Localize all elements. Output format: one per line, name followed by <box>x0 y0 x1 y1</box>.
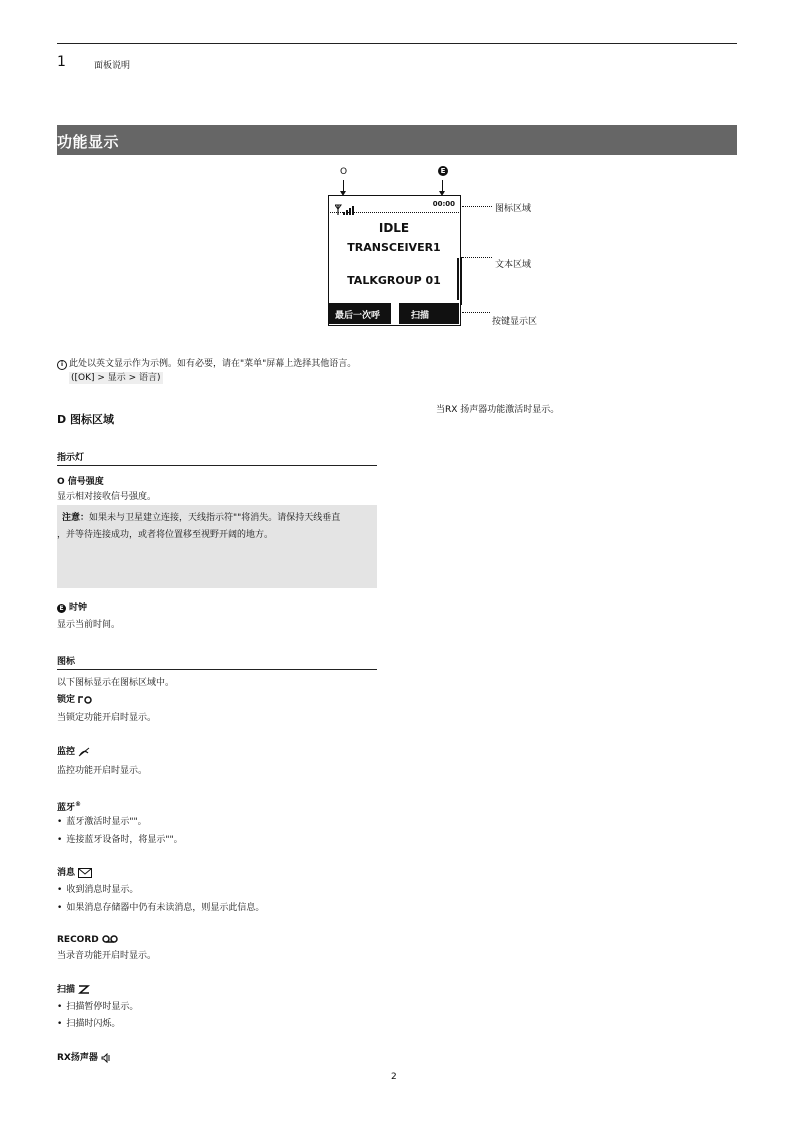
softkey-bar <box>329 303 459 324</box>
lock-icon <box>78 695 92 704</box>
signal-strength-icon <box>335 204 355 216</box>
rx-speaker-desc: 当RX 扬声器功能激活时显示。 <box>436 405 560 415</box>
indicators-heading: 指示灯 <box>57 450 377 466</box>
speaker-icon <box>101 1053 111 1063</box>
icon-area-top-border <box>328 195 461 196</box>
section-icon-area-title: D 图标区域 <box>57 413 114 426</box>
monitor-icon <box>78 747 90 757</box>
page-number: 2 <box>391 1072 397 1082</box>
scan-title: 扫描 <box>57 985 76 995</box>
clock-desc: 显示当前时间。 <box>57 620 121 630</box>
lcd-line-1: IDLE <box>378 221 410 235</box>
key-area-leader <box>462 312 490 313</box>
signal-strength-desc: 显示相对接收信号强度。 <box>57 492 157 502</box>
icons-intro: 以下图标显示在图标区域中。 <box>57 678 175 688</box>
marker-clock: E <box>438 166 448 176</box>
icon-area-leader <box>462 206 492 207</box>
signal-strength-title: O 信号强度 <box>57 477 104 487</box>
note-line-2: ，并等待连接成功，或者将位置移至视野开阔的地方。 <box>57 530 274 540</box>
message-title-row <box>57 867 92 879</box>
callout-text-area: 文本区域 <box>495 260 532 270</box>
section-banner <box>57 125 737 155</box>
icons-heading: 图标 <box>57 654 377 670</box>
clock-title: 时钟 <box>69 603 88 613</box>
chapter-title: 面板说明 <box>94 61 131 71</box>
softkey-divider <box>391 303 399 324</box>
clock-marker-icon: E <box>57 604 66 613</box>
message-bullet-1: • 收到消息时显示。 <box>57 884 138 896</box>
record-title-row <box>57 934 118 946</box>
note-label: 注意： <box>62 513 90 523</box>
lcd-line-2: TRANSCEIVER1 <box>347 241 441 254</box>
bluetooth-title: 蓝牙 <box>57 803 76 813</box>
softkey-last-call: 最后一次呼 <box>335 311 381 321</box>
info-note-line-2: ([OK] > 显示 > 语言) <box>71 373 161 383</box>
message-title: 消息 <box>57 868 76 878</box>
bluetooth-bullet-1: • 蓝牙激活时显示""。 <box>57 816 147 828</box>
info-icon: i <box>57 360 67 370</box>
lcd-display <box>328 195 461 326</box>
message-bullet-2: • 如果消息存储器中仍有未读消息，则显示此信息。 <box>57 902 264 914</box>
text-area-bracket <box>461 257 462 305</box>
monitor-title-row <box>57 746 90 758</box>
callout-icon-area: 图标区域 <box>495 204 532 214</box>
section-banner-title: 功能显示 <box>57 133 120 151</box>
monitor-title: 监控 <box>57 747 76 757</box>
monitor-desc: 监控功能开启时显示。 <box>57 766 148 776</box>
lcd-clock: 00:00 <box>432 200 455 208</box>
envelope-icon <box>78 868 92 878</box>
callout-key-area: 按键显示区 <box>492 317 538 327</box>
rx-speaker-title: RX扬声器 <box>57 1053 98 1063</box>
lock-desc: 当锁定功能开启时显示。 <box>57 713 157 723</box>
rx-speaker-title-row <box>57 1052 111 1064</box>
bluetooth-bullet-2: • 连接蓝牙设备时，将显示""。 <box>57 834 183 846</box>
marker-signal: O <box>340 167 348 177</box>
header-rule <box>57 43 737 44</box>
bluetooth-title-row <box>57 799 81 814</box>
softkey-scan: 扫描 <box>411 311 430 321</box>
lock-title-row <box>57 694 92 706</box>
registered-mark: ® <box>75 801 82 808</box>
text-area-leader <box>462 257 492 258</box>
scan-bullet-2: • 扫描时闪烁。 <box>57 1018 120 1030</box>
scan-title-row <box>57 984 90 996</box>
note-line-1 <box>62 512 340 524</box>
lcd-line-3: TALKGROUP 01 <box>347 274 441 287</box>
note-text-1: 如果未与卫星建立连接，天线指示符""将消失。请保持天线垂直 <box>89 513 341 523</box>
lcd-scrollbar <box>457 258 459 300</box>
record-desc: 当录音功能开启时显示。 <box>57 951 157 961</box>
tape-icon <box>102 935 118 944</box>
scan-bullet-1: • 扫描暂停时显示。 <box>57 1001 138 1013</box>
scan-icon <box>78 985 90 994</box>
lock-title: 锁定 <box>57 695 76 705</box>
record-title: RECORD <box>57 935 99 945</box>
icon-area-bottom-border <box>328 212 461 213</box>
chapter-number: 1 <box>57 54 66 70</box>
info-note-line-1: 此处以英文显示作为示例。如有必要，请在"菜单"屏幕上选择其他语言。 <box>69 359 357 369</box>
